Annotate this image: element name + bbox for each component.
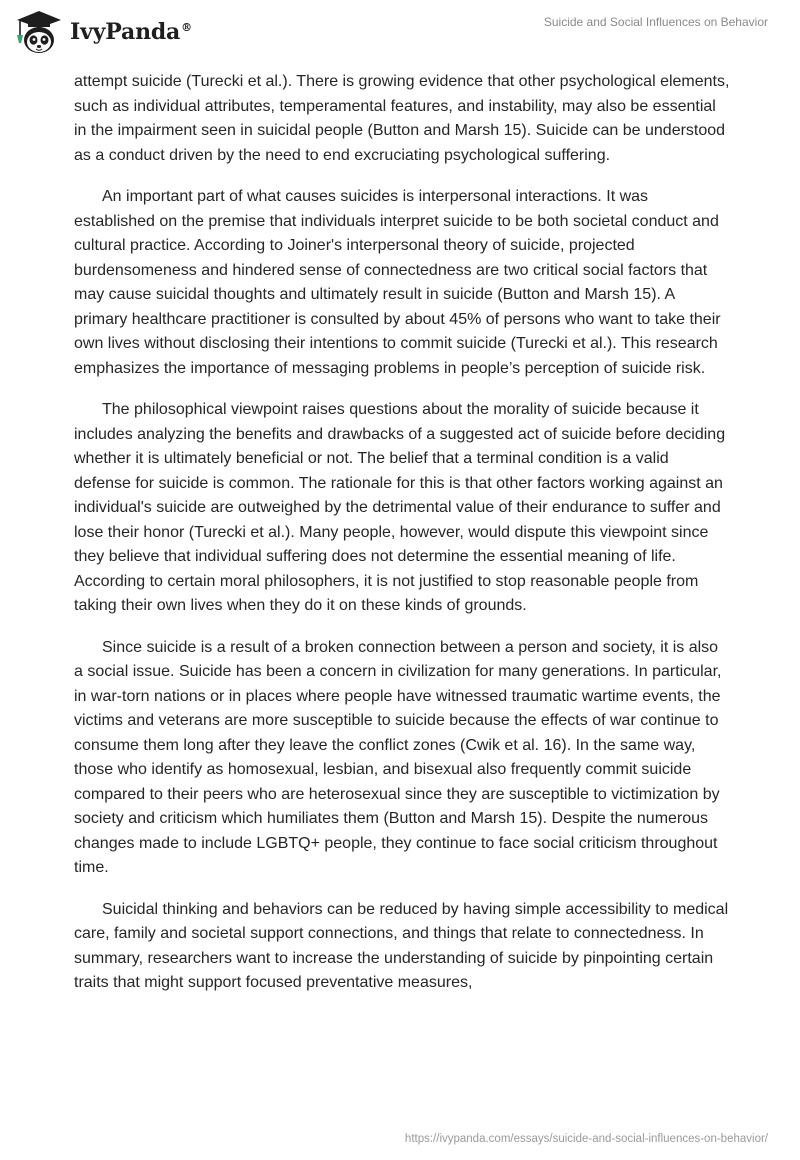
ivypanda-logo[interactable] <box>14 9 192 55</box>
page-header <box>0 0 800 62</box>
source-url-link[interactable]: https://ivypanda.com/essays/suicide-and-social-influences-on-behavior/ <box>404 1133 768 1145</box>
paragraph: The philosophical viewpoint raises questions about the morality of suicide because it includes analyzing the benefits and drawbacks of a suggested act of suicide before deciding whether it is ultimately beneficial or not. The belief that a terminal condition is a valid defense for suicide is common. The rationale for this is that other factors working against an individual's suicide are outweighed by the detrimental value of their endurance to suffer and lose their honor (Turecki et al.). Many people, however, would dispute this viewpoint since they believe that individual suffering does not determine the essential meaning of life. According to certain moral philosophers, it is not justified to stop reasonable people from taking their own lives when they do it on these kinds of grounds. <box>74 401 726 614</box>
paragraph-continuation: attempt suicide (Turecki et al.). There is growing evidence that other psychological elements, such as individual attributes, temperamental features, and instability, may also be essential in the impairment seen in suicidal people (Button and Marsh 15). Suicide can be understood as a conduct driven by the need to end excruciating psychological suffering. <box>74 73 730 164</box>
brand-name: IvyPanda® <box>70 19 192 45</box>
paragraph: Since suicide is a result of a broken connection between a person and society, it is also a social issue. Suicide has been a concern in civilization for many generations. In particular, in war-torn nations or in places where people have witnessed traumatic wartime events, the victims and veterans are more susceptible to suicide because the effects of war continue to consume them long after they leave the conflict zones (Cwik et al. 16). In the same way, those who identify as homosexual, lesbian, and bisexual also frequently commit suicide compared to their peers who are heterosexual since they are susceptible to victimization by society and criticism which humiliates them (Button and Marsh 15). Despite the numerous changes made to include LGBTQ+ people, they continue to face social criticism throughout time. <box>74 638 722 876</box>
panda-graduate-icon <box>14 9 64 55</box>
paragraph: Suicidal thinking and behaviors can be reduced by having simple accessibility to medical care, family and societal support connections, and things that relate to connectedness. In summary, researchers want to increase the understanding of suicide by pinpointing certain traits that might support focused preventative measures, <box>74 900 729 991</box>
paragraph: An important part of what causes suicides is interpersonal interactions. It was established on the premise that individuals interpret suicide to be both societal conduct and cultural practice. According to Joiner's interpersonal theory of suicide, projected burdensomeness and hindered sense of connectedness are two critical social factors that may cause suicidal thoughts and ultimately result in suicide (Button and Marsh 15). A primary healthcare practitioner is consulted by about 45% of persons who want to take their own lives without disclosing their intentions to commit suicide (Turecki et al.). This research emphasizes the importance of messaging problems in people’s perception of suicide risk. <box>74 188 721 377</box>
registered-mark: ® <box>181 20 192 34</box>
document-title: Suicide and Social Influences on Behavior <box>543 15 768 29</box>
essay-body <box>74 70 730 1013</box>
